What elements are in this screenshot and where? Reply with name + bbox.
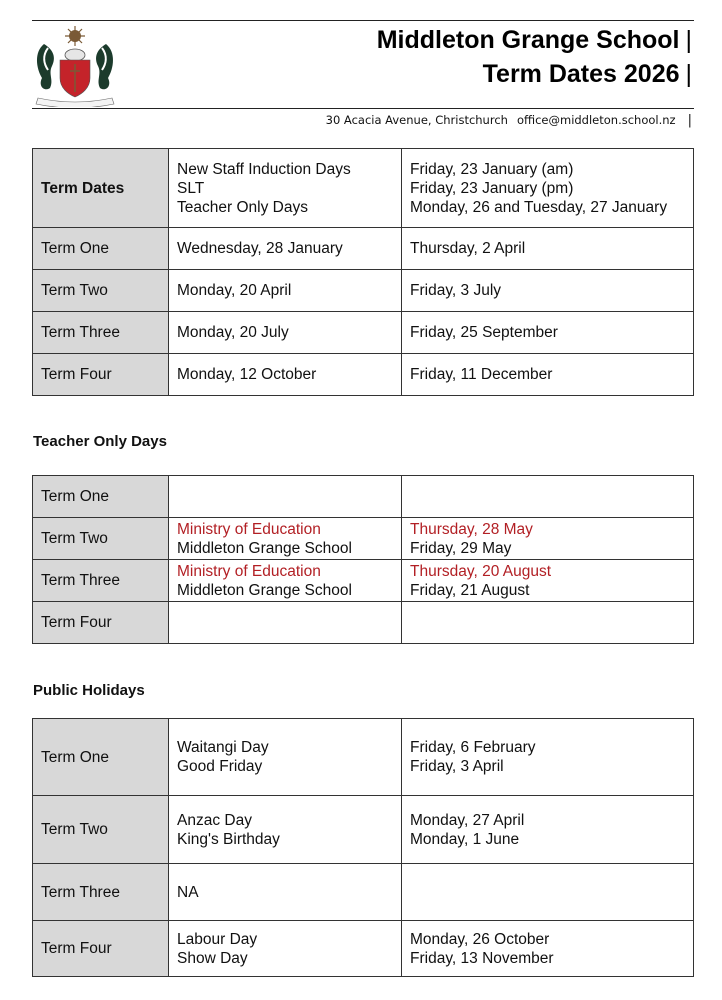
table-row xyxy=(33,149,694,228)
date-text: Monday, 26 and Tuesday, 27 January xyxy=(410,198,668,216)
document-title: Term Dates 2026 xyxy=(482,60,680,88)
start-date: Monday, 20 April xyxy=(169,270,402,312)
term-label: Term Four xyxy=(33,921,169,977)
end-date: Friday, 25 September xyxy=(402,312,694,354)
event-text: Teacher Only Days xyxy=(177,198,308,216)
event-text: SLT xyxy=(177,179,205,197)
date-text: Friday, 3 April xyxy=(410,758,504,775)
header-rule xyxy=(32,108,694,109)
holiday-name: Show Day xyxy=(177,949,248,967)
date-text: Friday, 13 November xyxy=(410,949,554,967)
table-row xyxy=(33,228,694,270)
date-cell xyxy=(402,518,694,560)
table-row xyxy=(33,518,694,560)
holiday-name: Anzac Day xyxy=(177,811,252,829)
table-row xyxy=(33,354,694,396)
provider-cell xyxy=(169,602,402,644)
date-text: Friday, 6 February xyxy=(410,739,536,756)
holiday-name: King's Birthday xyxy=(177,830,280,848)
public-holidays-heading: Public Holidays xyxy=(33,682,145,699)
term-dates-heading: Term Dates xyxy=(33,149,169,228)
date-text: Thursday, 20 August xyxy=(410,562,552,580)
date-cell xyxy=(402,864,694,921)
holiday-name: Good Friday xyxy=(177,758,263,775)
date-text: Thursday, 28 May xyxy=(410,520,533,538)
term-label: Term One xyxy=(33,719,169,796)
term-label: Term One xyxy=(33,228,169,270)
holiday-name: Labour Day xyxy=(177,930,258,948)
date-text: Friday, 23 January (am) xyxy=(410,160,574,178)
term-label: Term Two xyxy=(33,270,169,312)
term-label: Term Four xyxy=(33,602,169,644)
table-row xyxy=(33,719,694,796)
term-label: Term Three xyxy=(33,312,169,354)
title-separator: | xyxy=(685,26,692,54)
page-title xyxy=(377,24,692,57)
events-cell xyxy=(169,149,402,228)
end-date: Friday, 11 December xyxy=(402,354,694,396)
date-text: Monday, 26 October xyxy=(410,930,550,948)
dates-cell xyxy=(402,149,694,228)
date-text: Friday, 23 January (pm) xyxy=(410,179,574,197)
date-text: Friday, 29 May xyxy=(410,539,512,557)
email-link[interactable]: office@middleton.school.nz xyxy=(516,113,676,127)
date-text: Monday, 1 June xyxy=(410,830,520,848)
term-label: Term Two xyxy=(33,796,169,864)
subtitle-separator: | xyxy=(685,60,692,88)
table-row xyxy=(33,476,694,518)
table-row xyxy=(33,602,694,644)
address: 30 Acacia Avenue, Christchurch xyxy=(325,113,508,127)
term-label: Term Three xyxy=(33,864,169,921)
provider-cell xyxy=(169,518,402,560)
public-holidays-table xyxy=(32,718,694,977)
table-row xyxy=(33,864,694,921)
term-label: Term Two xyxy=(33,518,169,560)
term-label: Term Four xyxy=(33,354,169,396)
term-label: Term One xyxy=(33,476,169,518)
provider-text: Middleton Grange School xyxy=(177,581,352,599)
teacher-only-days-table xyxy=(32,475,694,644)
holiday-cell xyxy=(169,796,402,864)
event-text: New Staff Induction Days xyxy=(177,160,351,178)
date-cell xyxy=(402,796,694,864)
date-cell xyxy=(402,476,694,518)
holiday-name: NA xyxy=(177,883,199,901)
school-crest-icon xyxy=(30,22,120,107)
term-label: Term Three xyxy=(33,560,169,602)
provider-cell xyxy=(169,476,402,518)
term-dates-table xyxy=(32,148,694,396)
contact-line xyxy=(326,113,692,128)
provider-text: Ministry of Education xyxy=(177,520,321,538)
start-date: Monday, 20 July xyxy=(169,312,402,354)
start-date: Monday, 12 October xyxy=(169,354,402,396)
date-cell xyxy=(402,719,694,796)
date-text: Friday, 21 August xyxy=(410,581,530,599)
top-rule xyxy=(32,20,694,21)
table-row xyxy=(33,560,694,602)
contact-separator: | xyxy=(687,113,692,128)
holiday-cell xyxy=(169,719,402,796)
end-date: Thursday, 2 April xyxy=(402,228,694,270)
teacher-only-days-heading: Teacher Only Days xyxy=(33,433,167,450)
page-subtitle xyxy=(483,58,692,91)
holiday-cell xyxy=(169,921,402,977)
school-name: Middleton Grange School xyxy=(376,26,680,54)
holiday-cell xyxy=(169,864,402,921)
table-row xyxy=(33,921,694,977)
date-text: Monday, 27 April xyxy=(410,811,525,829)
provider-text: Middleton Grange School xyxy=(177,539,352,557)
end-date: Friday, 3 July xyxy=(402,270,694,312)
date-cell xyxy=(402,560,694,602)
provider-text: Ministry of Education xyxy=(177,562,321,580)
table-row xyxy=(33,796,694,864)
date-cell xyxy=(402,921,694,977)
table-row xyxy=(33,270,694,312)
table-row xyxy=(33,312,694,354)
provider-cell xyxy=(169,560,402,602)
date-cell xyxy=(402,602,694,644)
holiday-name: Waitangi Day xyxy=(177,739,269,756)
start-date: Wednesday, 28 January xyxy=(169,228,402,270)
